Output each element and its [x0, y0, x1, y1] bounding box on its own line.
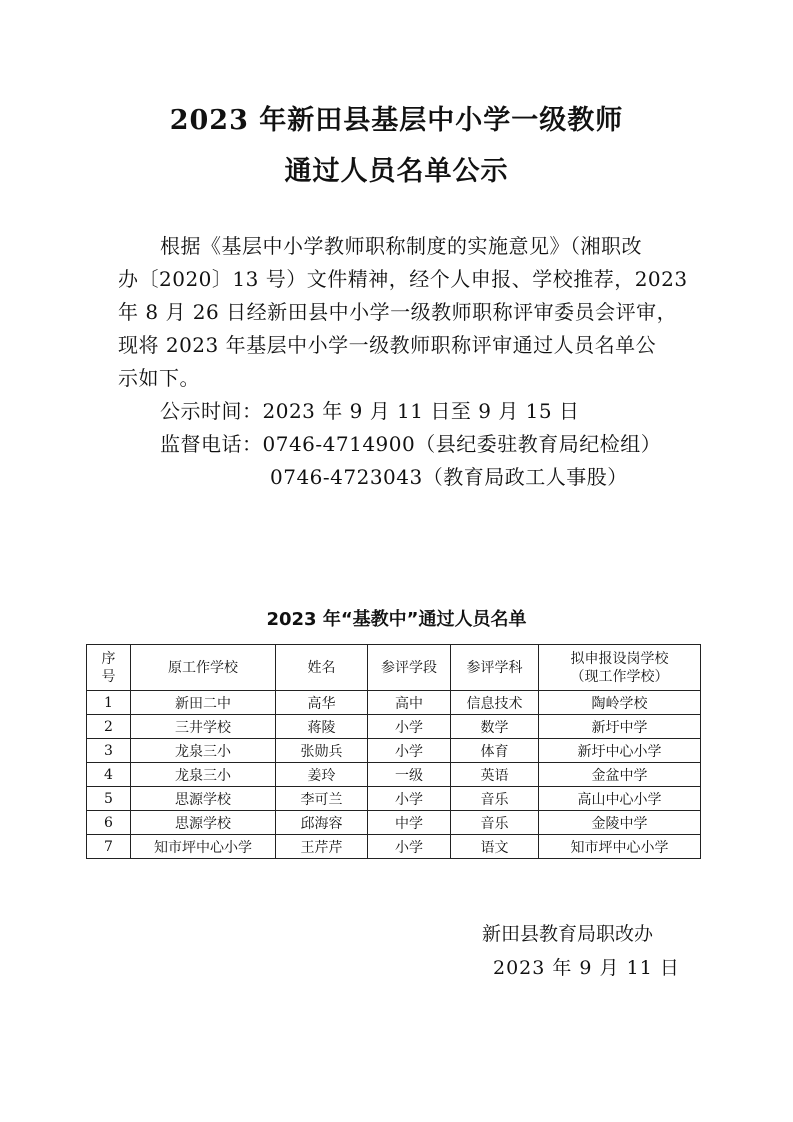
cell-level: 高中 — [368, 691, 451, 715]
cell-subject: 数学 — [451, 715, 539, 739]
page-title: 2023 年新田县基层中小学一级教师 — [169, 105, 624, 136]
cell-name: 王芹芹 — [276, 835, 368, 859]
table-row — [87, 739, 701, 763]
cell-orig-school: 龙泉三小 — [131, 763, 276, 787]
table-row — [87, 811, 701, 835]
cell-level: 中学 — [368, 811, 451, 835]
cell-subject: 音乐 — [451, 787, 539, 811]
body-paragraph-line-1: 根据《基层中小学教师职称制度的实施意见》（湘职改 — [160, 234, 642, 258]
phone-number-2: 0746-4723043（教育局政工人事股） — [270, 465, 628, 489]
table-header-row — [87, 645, 701, 691]
phone-label: 监督电话： — [160, 432, 263, 456]
notice-period-value: 2023 年 9 月 11 日至 9 月 15 日 — [262, 399, 580, 423]
body-paragraph-line-5: 示如下。 — [118, 366, 200, 390]
cell-level: 小学 — [368, 715, 451, 739]
cell-seq: 1 — [87, 691, 131, 715]
signature-org: 新田县教育局职改办 — [482, 923, 654, 945]
table-row — [87, 835, 701, 859]
body-paragraph-line-4: 现将 2023 年基层中小学一级教师职称评审通过人员名单公 — [118, 333, 657, 357]
cell-seq: 4 — [87, 763, 131, 787]
cell-seq: 3 — [87, 739, 131, 763]
cell-target: 金陵中学 — [539, 811, 701, 835]
body-paragraph-line-2: 办〔2020〕13 号）文件精神，经个人申报、学校推荐，2023 — [118, 267, 688, 291]
table-title: 2023 年“基教中”通过人员名单 — [266, 609, 527, 630]
cell-name: 高华 — [276, 691, 368, 715]
cell-name: 张勋兵 — [276, 739, 368, 763]
cell-target: 新圩中学 — [539, 715, 701, 739]
col-header-subject: 参评学科 — [451, 645, 539, 691]
col-header-orig-school: 原工作学校 — [131, 645, 276, 691]
table-row — [87, 715, 701, 739]
cell-target: 知市坪中心小学 — [539, 835, 701, 859]
cell-orig-school: 新田二中 — [131, 691, 276, 715]
cell-orig-school: 三井学校 — [131, 715, 276, 739]
cell-subject: 体育 — [451, 739, 539, 763]
col-header-seq: 序号 — [87, 645, 131, 691]
body-paragraph-line-3: 年 8 月 26 日经新田县中小学一级教师职称评审委员会评审， — [118, 300, 678, 324]
cell-seq: 2 — [87, 715, 131, 739]
cell-name: 姜玲 — [276, 763, 368, 787]
phone-number-1: 0746-4714900（县纪委驻教育局纪检组） — [262, 432, 662, 456]
cell-seq: 6 — [87, 811, 131, 835]
cell-subject: 英语 — [451, 763, 539, 787]
page-subtitle: 通过人员名单公示 — [284, 156, 509, 187]
cell-name: 邱海容 — [276, 811, 368, 835]
cell-target: 新圩中心小学 — [539, 739, 701, 763]
notice-period-label: 公示时间： — [160, 399, 263, 423]
cell-orig-school: 思源学校 — [131, 811, 276, 835]
cell-name: 蒋陵 — [276, 715, 368, 739]
cell-seq: 5 — [87, 787, 131, 811]
cell-seq: 7 — [87, 835, 131, 859]
supervision-phone — [160, 430, 661, 458]
cell-name: 李可兰 — [276, 787, 368, 811]
cell-orig-school: 龙泉三小 — [131, 739, 276, 763]
cell-subject: 信息技术 — [451, 691, 539, 715]
cell-level: 一级 — [368, 763, 451, 787]
col-header-name: 姓名 — [276, 645, 368, 691]
col-header-level: 参评学段 — [368, 645, 451, 691]
cell-target: 高山中心小学 — [539, 787, 701, 811]
cell-orig-school: 知市坪中心小学 — [131, 835, 276, 859]
cell-level: 小学 — [368, 835, 451, 859]
cell-target: 陶岭学校 — [539, 691, 701, 715]
signature-date: 2023 年 9 月 11 日 — [493, 957, 680, 979]
table-row — [87, 691, 701, 715]
roster-table — [86, 644, 701, 859]
cell-level: 小学 — [368, 739, 451, 763]
cell-orig-school: 思源学校 — [131, 787, 276, 811]
notice-period — [160, 397, 579, 425]
cell-subject: 音乐 — [451, 811, 539, 835]
cell-target: 金盆中学 — [539, 763, 701, 787]
cell-level: 小学 — [368, 787, 451, 811]
cell-subject: 语文 — [451, 835, 539, 859]
table-row — [87, 787, 701, 811]
table-row — [87, 763, 701, 787]
col-header-target-school: 拟申报设岗学校 （现工作学校） — [539, 645, 701, 691]
